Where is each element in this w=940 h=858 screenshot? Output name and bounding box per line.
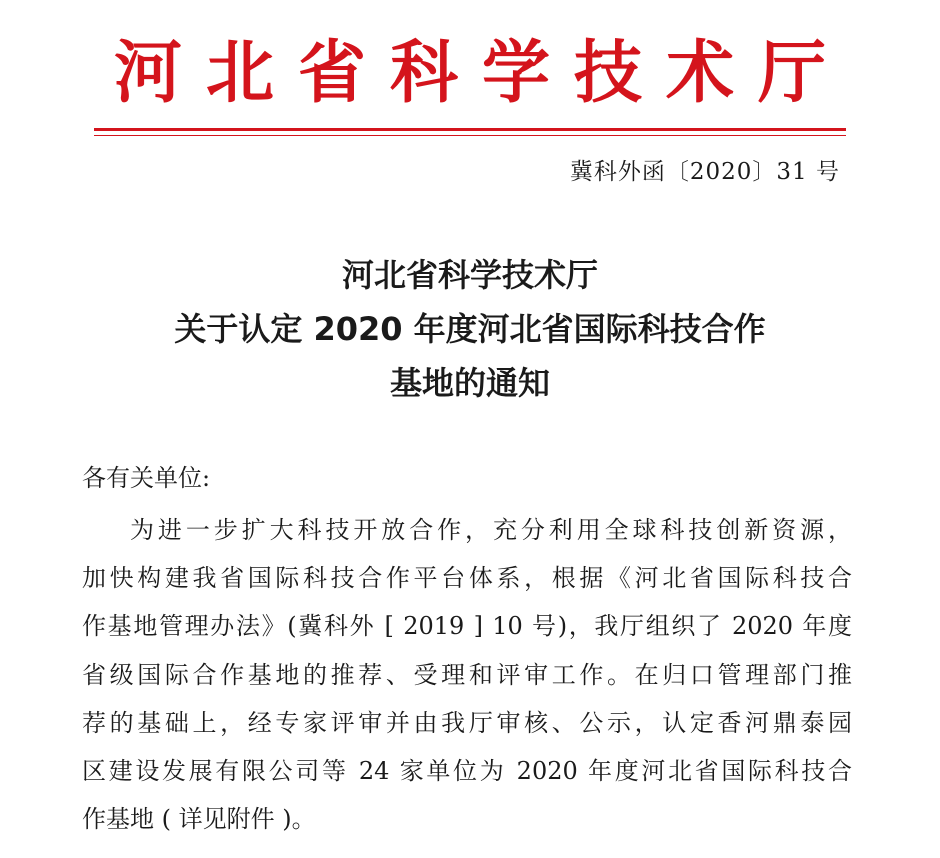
body-line: 荐的基础上，经专家评审并由我厅审核、公示，认定香河鼎泰园 xyxy=(82,708,852,737)
body-line: 区建设发展有限公司等 24 家单位为 2020 年度河北省国际科技合 xyxy=(82,756,852,785)
masthead-red-rule-thin xyxy=(94,135,846,136)
body-line: 作基地 ( 详见附件 )。 xyxy=(82,805,316,834)
title-line-2: 关于认定 2020 年度河北省国际科技合作 xyxy=(174,310,766,348)
body-line: 省级国际合作基地的推荐、受理和评审工作。在归口管理部门推 xyxy=(82,660,852,689)
title-line-1: 河北省科学技术厅 xyxy=(341,256,598,294)
title-line-3: 基地的通知 xyxy=(389,364,550,402)
document-title xyxy=(0,248,940,410)
body-line: 为进一步扩大科技开放合作，充分利用全球科技创新资源， xyxy=(130,516,852,544)
document-number: 冀科外函〔2020〕31 号 xyxy=(569,159,840,185)
salutation: 各有关单位: xyxy=(82,464,211,492)
body-line: 作基地管理办法》(冀科外 [ 2019 ] 10 号)，我厅组织了 2020 年度 xyxy=(82,612,852,641)
body-paragraph xyxy=(82,510,852,847)
masthead-org-name: 河北省科学技术厅 xyxy=(113,34,850,113)
body-line: 加快构建我省国际科技合作平台体系，根据《河北省国际科技合 xyxy=(82,564,852,593)
masthead-red-rule-thick xyxy=(94,128,846,131)
